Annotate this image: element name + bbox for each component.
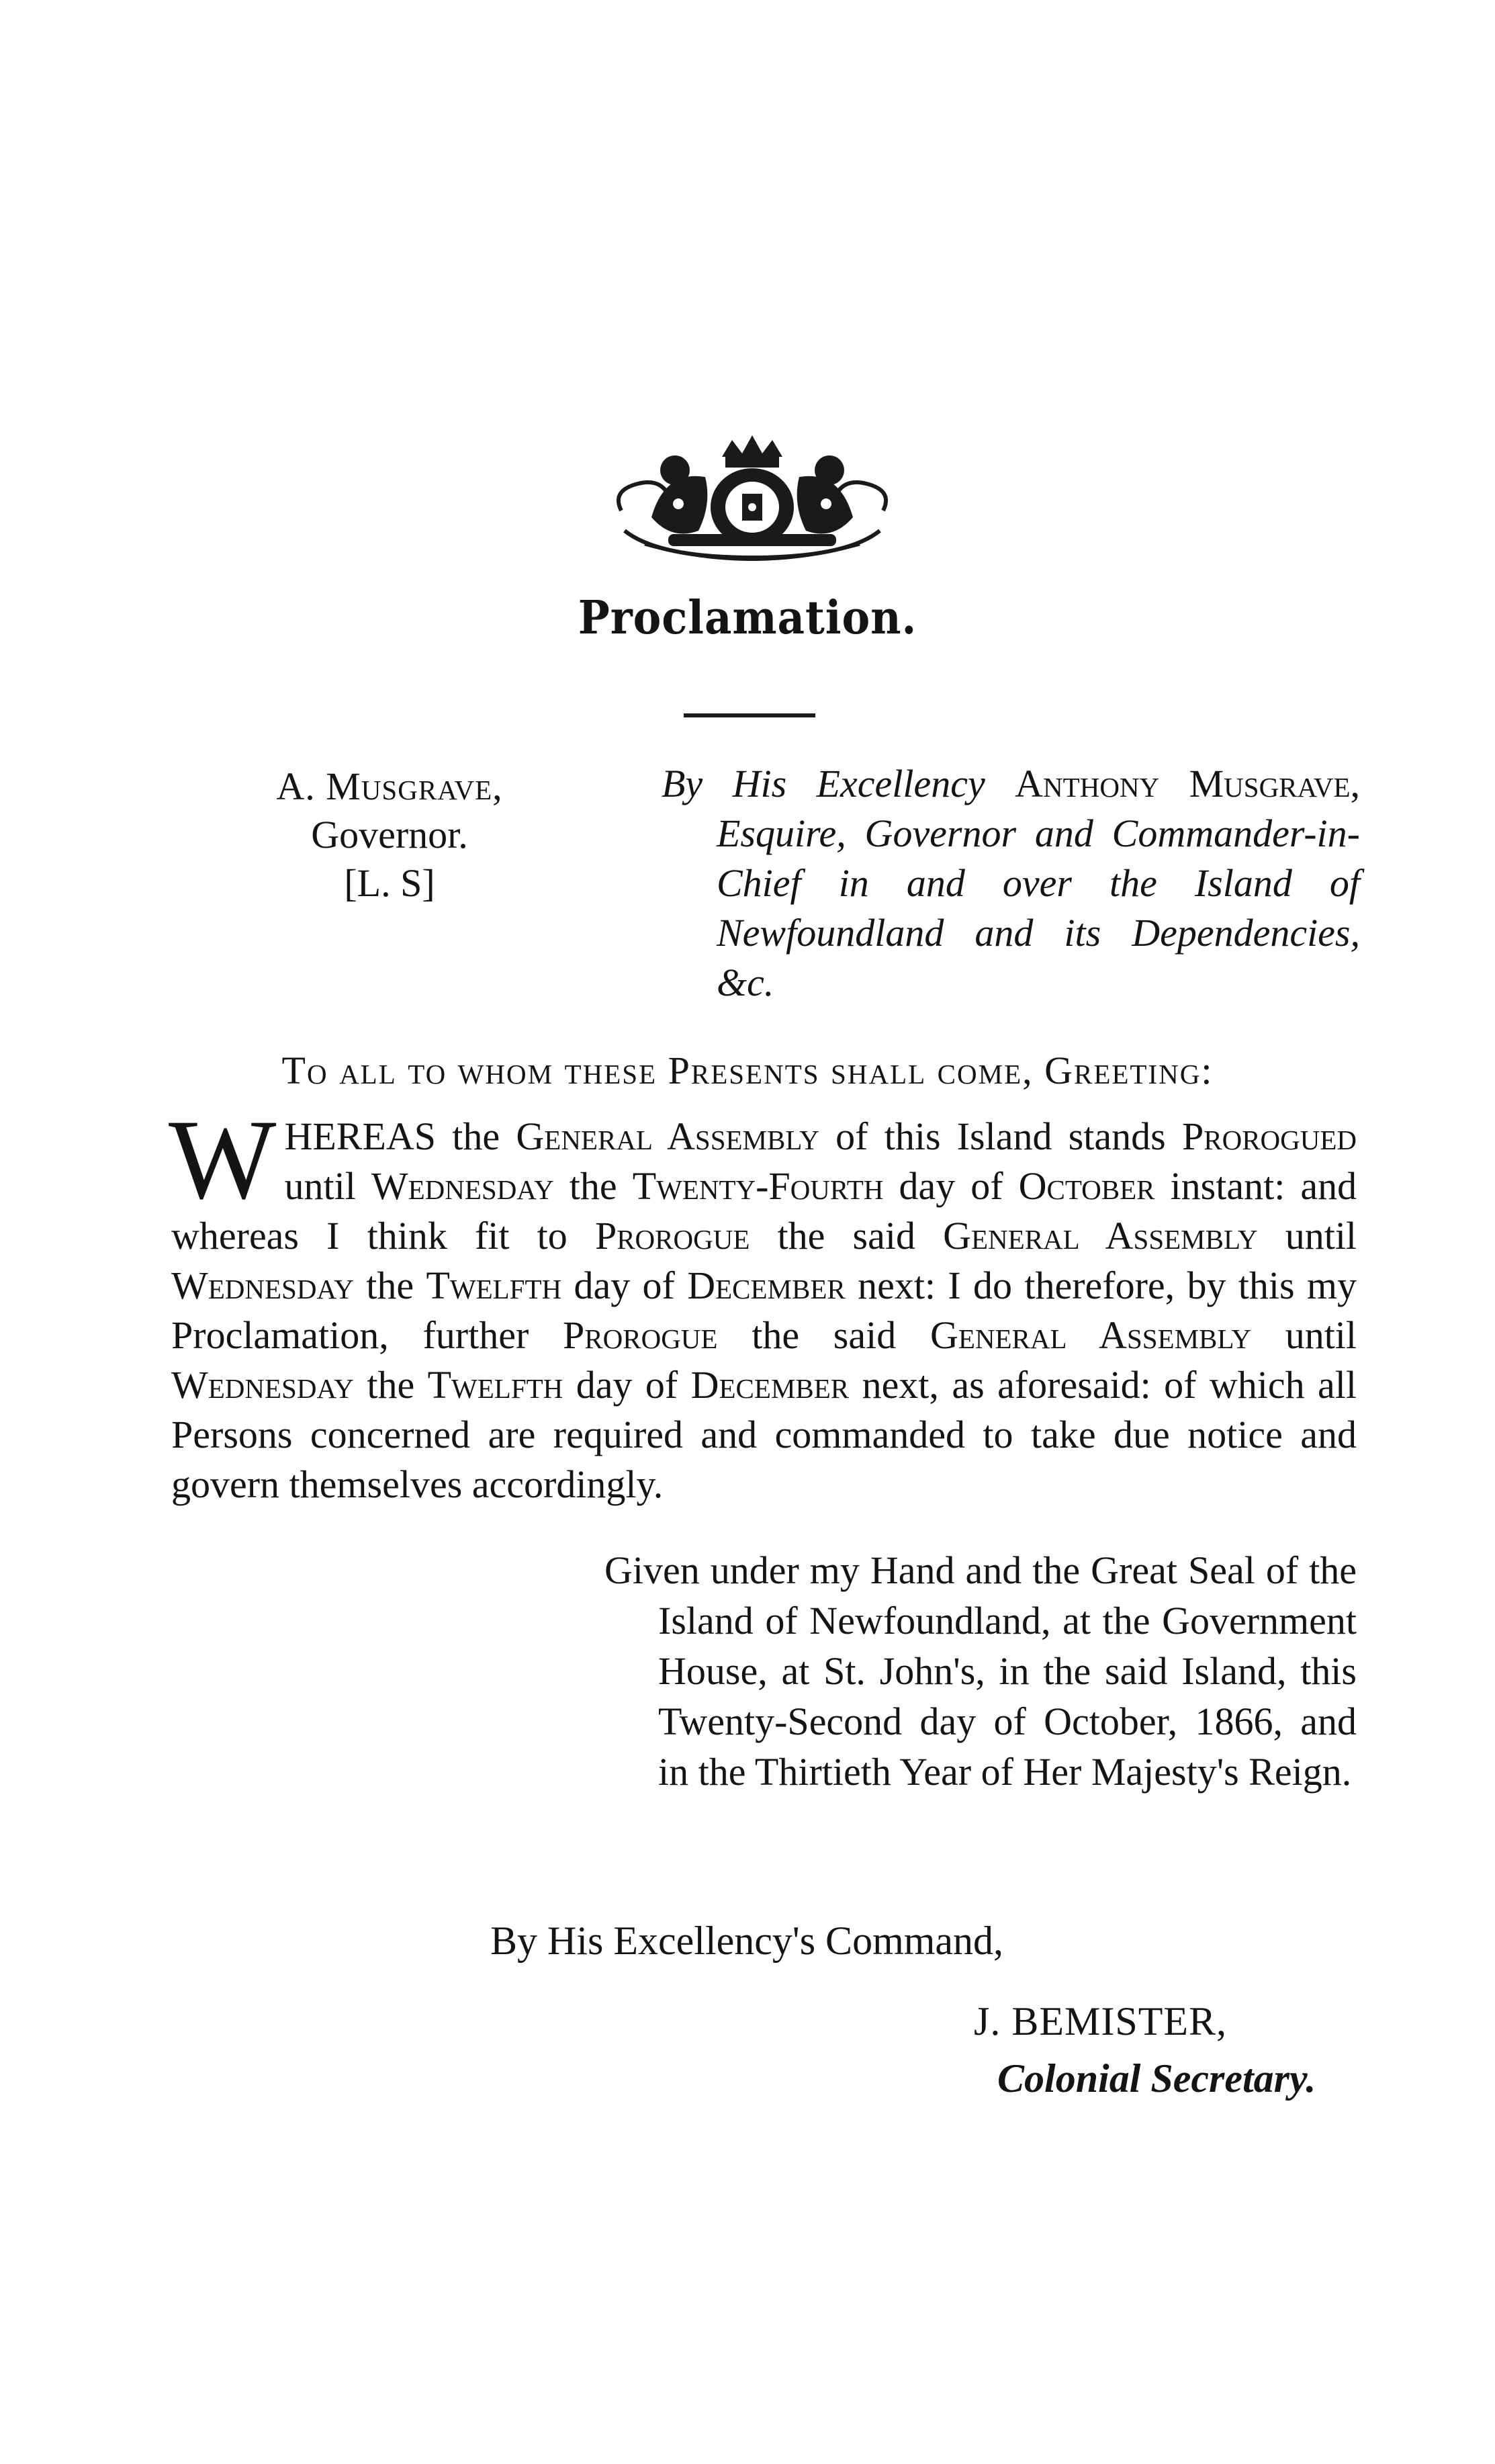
governor-name: A. Musgrave, [276,764,503,808]
style-by: By His Excellency [662,762,985,805]
body-smallcaps: General Assembly [930,1313,1251,1357]
body-smallcaps: General Assembly [516,1114,819,1158]
body-text: until [1285,1214,1357,1258]
body-text: until [1285,1313,1357,1357]
body-smallcaps: Twelfth [427,1363,563,1407]
seal-mark: [L. S] [344,861,435,905]
body-smallcaps: Wednesday [171,1264,354,1307]
body-smallcaps: Twenty-Fourth [632,1164,884,1208]
governor-title: Governor. [311,813,468,856]
secretary-name: J. BEMISTER, [974,1999,1228,2043]
body-text: instant: and whereas I think fit to [171,1164,1357,1258]
body-smallcaps: Twelfth [426,1264,562,1307]
body-text: the [366,1264,414,1307]
body-smallcaps: October [1018,1164,1155,1208]
style-name: Anthony Musgrave, [1015,762,1360,805]
governor-style-block [662,759,1360,1008]
body-smallcaps: Wednesday [371,1164,554,1208]
command-line: By His Excellency's Command, [490,1919,1004,1963]
body-text: the said [777,1214,915,1258]
given-text: Given under my Hand and the Great Seal of the Island of Newfoundland, at the Government House, at St. John's, in the said Island, this Twenty-Second day of October, 1866, and in the Thirtieth Year of Her Majesty's Reign. [604,1548,1357,1794]
royal-coat-of-arms-icon [604,430,900,571]
body-smallcaps: Prorogue [563,1313,718,1357]
proclamation-heading: Proclamation. [578,591,917,645]
body-smallcaps: Prorogue [594,1214,750,1258]
body-text: next: I do therefore, by this my Proclamation, further [171,1264,1357,1357]
body-smallcaps: December [690,1363,850,1407]
body-smallcaps: December [687,1264,846,1307]
body-text: of this Island stands [835,1114,1166,1158]
body-smallcaps: Wednesday [171,1363,354,1407]
body-text: day of [899,1164,1003,1208]
drop-cap: W [169,1096,277,1223]
body-text: the [569,1164,617,1208]
body-smallcaps: General Assembly [943,1214,1258,1258]
greeting-line: To all to whom these Presents shall come, Greeting: [281,1049,1214,1092]
body-text: day of [576,1363,678,1407]
body-smallcaps: Prorogued [1181,1114,1357,1158]
body-text: the [367,1363,415,1407]
style-rest: Esquire, Governor and Commander-in-Chief in and over the Island of Newfoundland and its Dependencies, &c. [717,811,1360,1004]
given-under-clause [604,1545,1357,1797]
body-text: day of [574,1264,675,1307]
governor-signature-block [228,762,551,908]
body-text: the said [752,1313,897,1357]
body-text: next, as aforesaid: of which all Persons concerned are required and commanded to take due notice and govern themselves accordingly. [171,1363,1357,1506]
proclamation-body [169,1096,1357,1509]
secretary-title: Colonial Secretary. [997,2056,1316,2101]
heading-rule [684,713,815,717]
body-text: HEREAS the [284,1114,500,1158]
body-text: until [284,1164,356,1208]
